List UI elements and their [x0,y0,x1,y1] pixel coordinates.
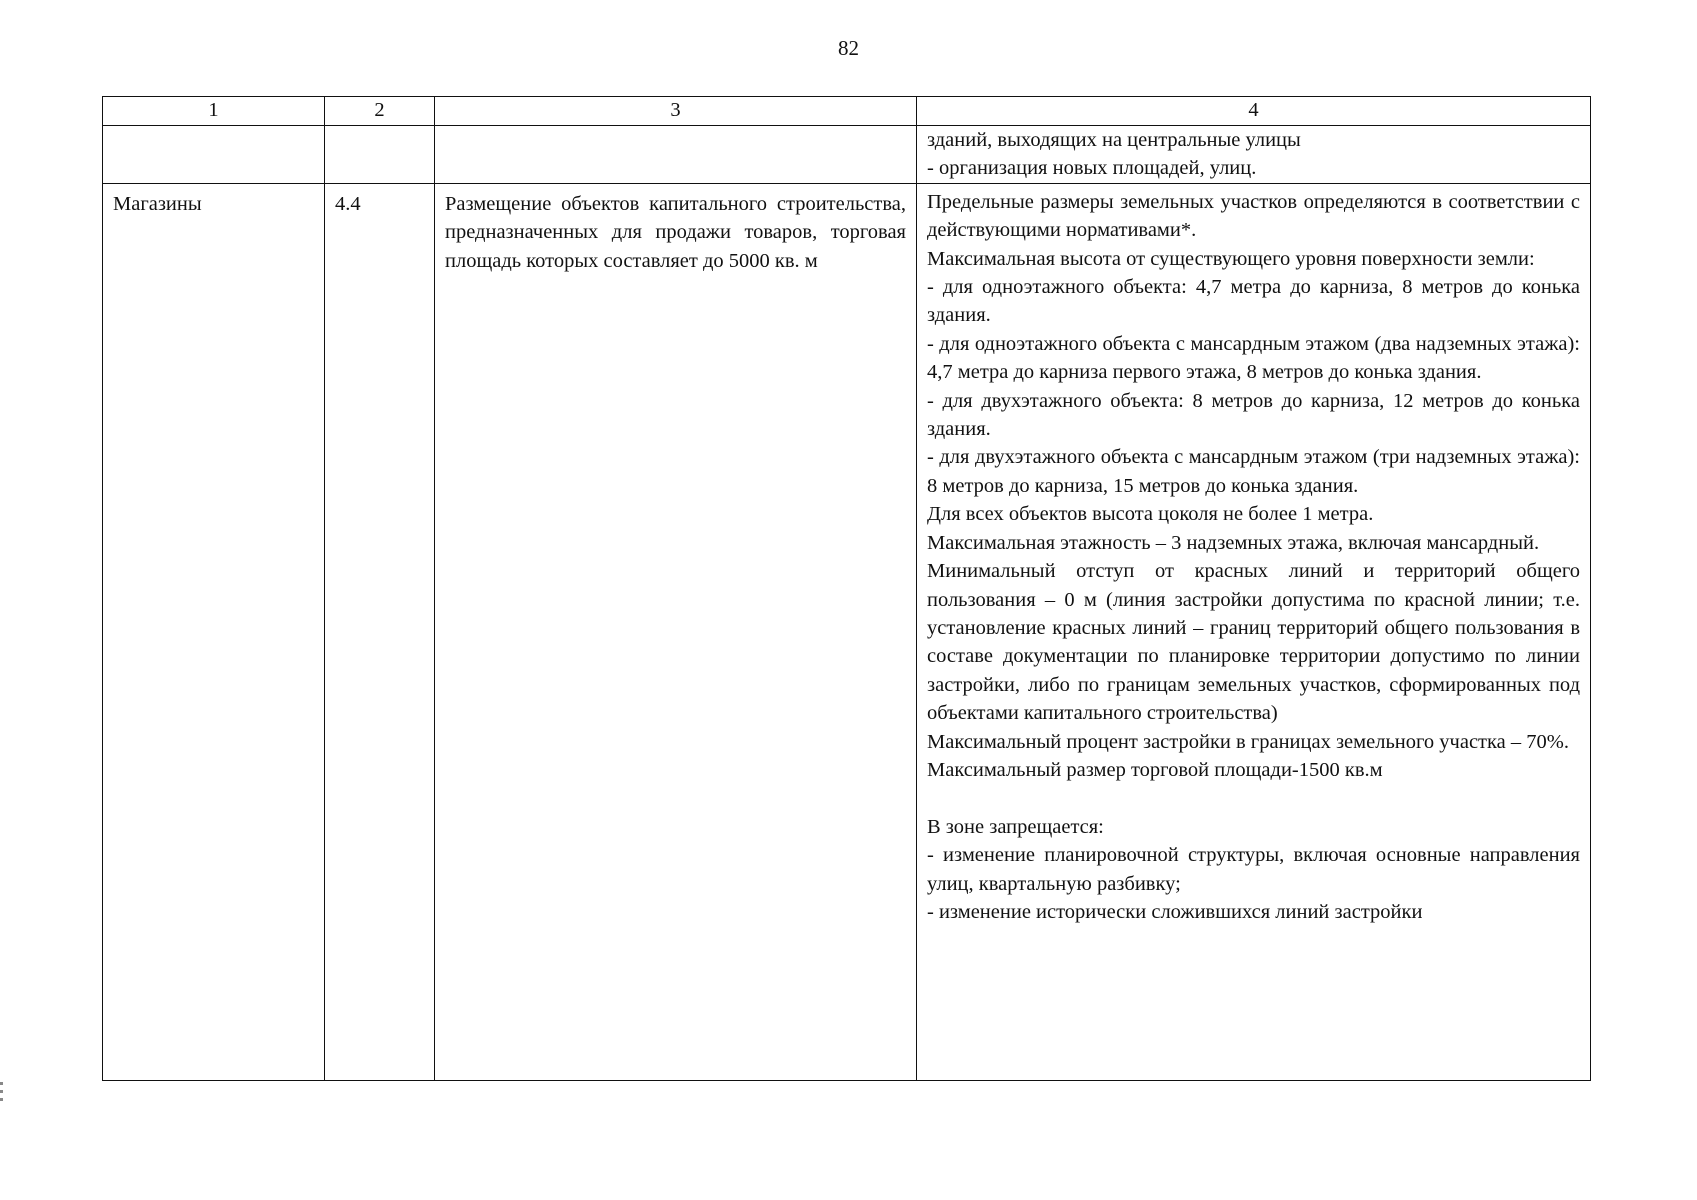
scan-margin-mark [0,1082,3,1085]
parameter-paragraph: В зоне запрещается: [927,815,1104,838]
zoning-table [102,96,1591,1081]
parameter-paragraph: - для двухэтажного объекта: 8 метров до карниза, 12 метров до конька здания. [927,389,1580,441]
parameter-paragraph: - изменение исторически сложившихся линий застройки [927,900,1423,923]
use-type-cell: Магазины [103,183,325,1080]
parameter-paragraph: Максимальная высота от существующего уровня поверхности земли: [927,247,1535,270]
continuation-row [103,126,1591,184]
continuation-cell-1 [103,126,325,184]
parameter-paragraph: Максимальный размер торговой площади-1500 кв.м [927,758,1383,781]
parameter-paragraph: Максимальная этажность – 3 надземных этажа, включая мансардный. [927,531,1540,554]
parameter-paragraph: - для одноэтажного объекта с мансардным этажом (два надземных этажа): 4,7 метра до карниза первого этажа, 8 метров до конька здания. [927,332,1580,384]
page-number: 82 [838,36,859,60]
continuation-cell-4 [917,126,1591,184]
parameters-cell [917,183,1591,1080]
parameter-paragraph: Предельные размеры земельных участков определяются в соответствии с действующими нормативами*. [927,190,1580,242]
use-code-cell: 4.4 [325,183,435,1080]
parameter-paragraph: - для одноэтажного объекта: 4,7 метра до карниза, 8 метров до конька здания. [927,276,1580,327]
column-header-1: 1 [103,97,325,126]
scan-margin-mark [0,1090,3,1093]
parameter-paragraph: Максимальный процент застройки в границах земельного участка – 70%. [927,730,1569,753]
parameter-paragraph: Для всех объектов высота цоколя не более 1 метра. [927,503,1374,526]
parameter-paragraph: - для двухэтажного объекта с мансардным этажом (три надземных этажа): 8 метров до карниза, 15 метров до конька здания. [927,446,1580,497]
paragraph-spacer [927,784,1580,812]
continuation-cell-2 [325,126,435,184]
column-header-4: 4 [917,97,1591,126]
scan-margin-mark [0,1098,3,1101]
continuation-line: - организация новых площадей, улиц. [927,157,1257,180]
table-header-row [103,97,1591,126]
use-description-cell: Размещение объектов капитального строительства, предназначенных для продажи товаров, торговая площадь которых составляет до 5000 кв. м [435,183,917,1080]
table-row [103,183,1591,1080]
parameter-paragraph: Минимальный отступ от красных линий и территорий общего пользования – 0 м (линия застройки допустима по красной линии; т.е. установление красных линий – границ территорий общего пользования в составе документации по планировке территории допустимо по линии застройки, либо по границам земельных участков, сформированных под объектами капитального строительства) [927,560,1580,725]
continuation-cell-3 [435,126,917,184]
parameter-paragraph: - изменение планировочной структуры, включая основные направления улиц, квартальную разбивку; [927,844,1580,895]
column-header-3: 3 [435,97,917,126]
continuation-line: зданий, выходящих на центральные улицы [927,129,1301,151]
column-header-2: 2 [325,97,435,126]
